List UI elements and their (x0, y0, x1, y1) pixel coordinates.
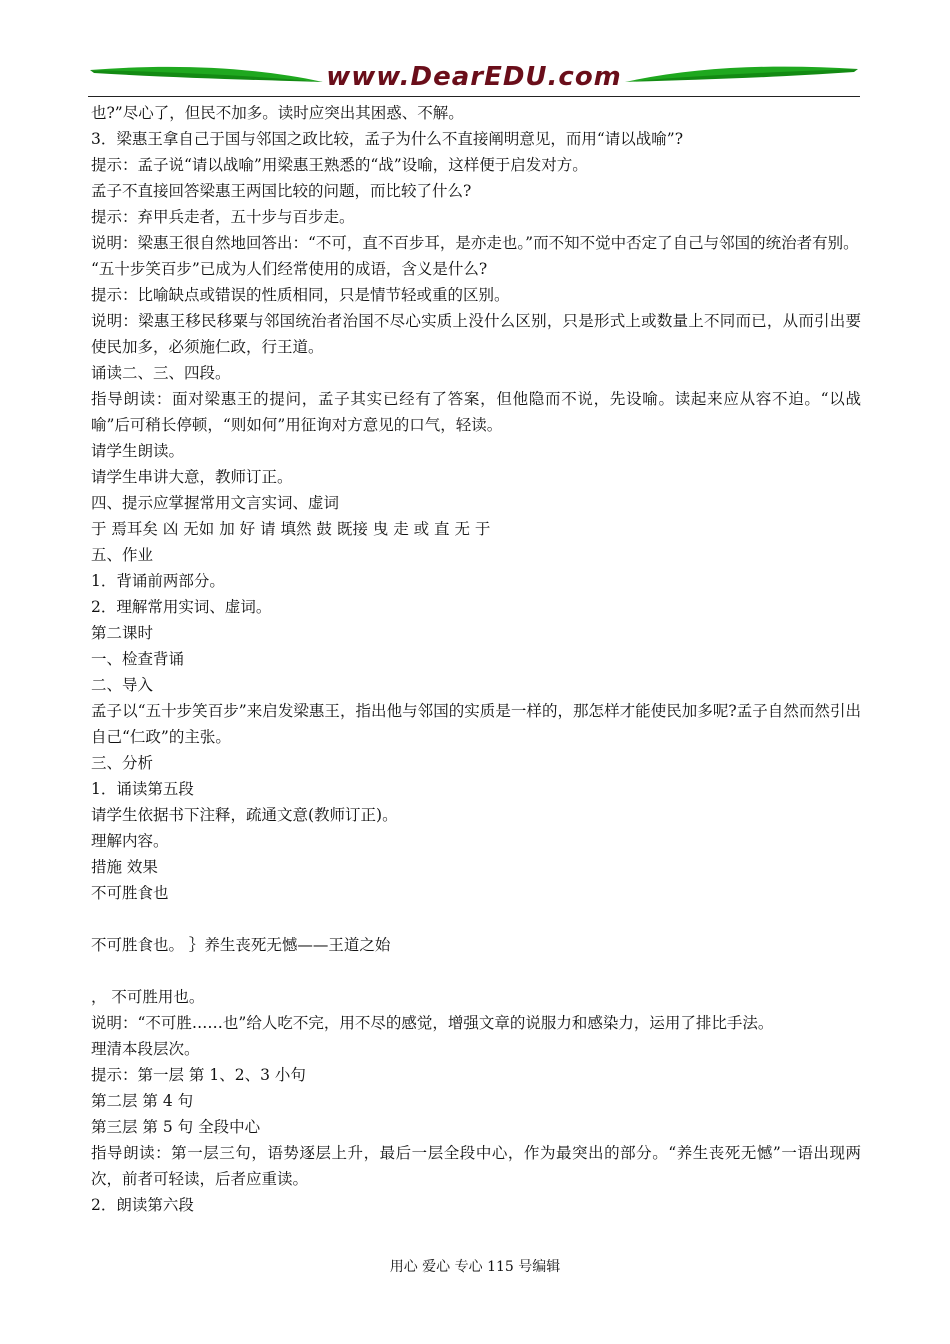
document-body (91, 100, 861, 1218)
blank-line (91, 906, 861, 932)
text-line: 1．背诵前两部分。 (91, 572, 225, 590)
text-line: ， 不可胜用也。 (91, 988, 205, 1006)
text-line: 孟子不直接回答梁惠王两国比较的问题，而比较了什么? (91, 182, 472, 200)
text-line: 2．理解常用实词、虚词。 (91, 598, 272, 616)
blank-line (91, 958, 861, 984)
text-line: 请学生依据书下注释，疏通文意(教师订正)。 (91, 806, 398, 824)
text-line: 于 焉耳矣 凶 无如 加 好 请 填然 鼓 既接 曳 走 或 直 无 于 (91, 520, 491, 538)
text-line: “五十步笑百步”已成为人们经常使用的成语，含义是什么? (91, 260, 488, 278)
text-line: 提示：弃甲兵走者，五十步与百步走。 (91, 208, 355, 226)
text-line: 第二层 第 4 句 (91, 1092, 194, 1110)
text-line: 措施 效果 (91, 858, 158, 876)
page-footer: 用心 爱心 专心 115 号编辑 (389, 1259, 561, 1275)
text-line: 说明：梁惠王移民移粟与邻国统治者治国不尽心实质上没什么区别，只是形式上或数量上不同而已，从而引出要使民加多，必须施仁政，行王道。 (91, 312, 861, 356)
text-line: 不可胜食也 (91, 884, 169, 902)
text-line: 孟子以“五十步笑百步”来启发梁惠王，指出他与邻国的实质是一样的，那怎样才能使民加多呢?孟子自然而然引出自己“仁政”的主张。 (91, 702, 861, 746)
text-line: 理解内容。 (91, 832, 169, 850)
text-line: 五、作业 (91, 546, 154, 564)
text-line: 提示：孟子说“请以战喻”用梁惠王熟悉的“战”设喻，这样便于启发对方。 (91, 156, 588, 174)
text-line: 说明：“不可胜……也”给人吃不完，用不尽的感觉，增强文章的说服力和感染力，运用了排比手法。 (91, 1014, 774, 1032)
text-line: 理清本段层次。 (91, 1040, 200, 1058)
text-line: 请学生串讲大意，教师订正。 (91, 468, 293, 486)
text-line: 二、导入 (91, 676, 154, 694)
text-line: 诵读二、三、四段。 (91, 364, 231, 382)
text-line: 提示：第一层 第 1、2、3 小句 (91, 1066, 306, 1084)
text-line: 提示：比喻缺点或错误的性质相同，只是情节轻或重的区别。 (91, 286, 510, 304)
text-line: 三、分析 (91, 754, 154, 772)
text-line: 说明：梁惠王很自然地回答出：“不可，直不百步耳，是亦走也。”而不知不觉中否定了自己与邻国的统治者有别。 (91, 234, 859, 252)
text-line: 1．诵读第五段 (91, 780, 194, 798)
text-line: 也?”尽心了，但民不加多。读时应突出其困惑、不解。 (91, 104, 464, 122)
text-line: 指导朗读：面对梁惠王的提问，孟子其实已经有了答案，但他隐而不说，先设喻。读起来应从容不迫。“以战喻”后可稍长停顿，“则如何”用征询对方意见的口气，轻读。 (91, 390, 861, 434)
text-line: 请学生朗读。 (91, 442, 185, 460)
text-line: 3．梁惠王拿自己于国与邻国之政比较，孟子为什么不直接阐明意见，而用“请以战喻”? (91, 130, 684, 148)
site-logo[interactable]: www.DearEDU.com (326, 62, 622, 92)
text-line: 四、提示应掌握常用文言实词、虚词 (91, 494, 340, 512)
text-line: 指导朗读：第一层三句，语势逐层上升，最后一层全段中心，作为最突出的部分。“养生丧死无憾”一语出现两次，前者可轻读，后者应重读。 (91, 1144, 861, 1188)
text-line: 不可胜食也。 ｝养生丧死无憾——王道之始 (91, 936, 391, 954)
header-divider (88, 96, 860, 97)
text-line: 第三层 第 5 句 全段中心 (91, 1118, 261, 1136)
text-line: 第二课时 (91, 624, 154, 642)
site-header (88, 60, 860, 96)
text-line: 一、检查背诵 (91, 650, 185, 668)
text-line: 2．朗读第六段 (91, 1196, 194, 1214)
